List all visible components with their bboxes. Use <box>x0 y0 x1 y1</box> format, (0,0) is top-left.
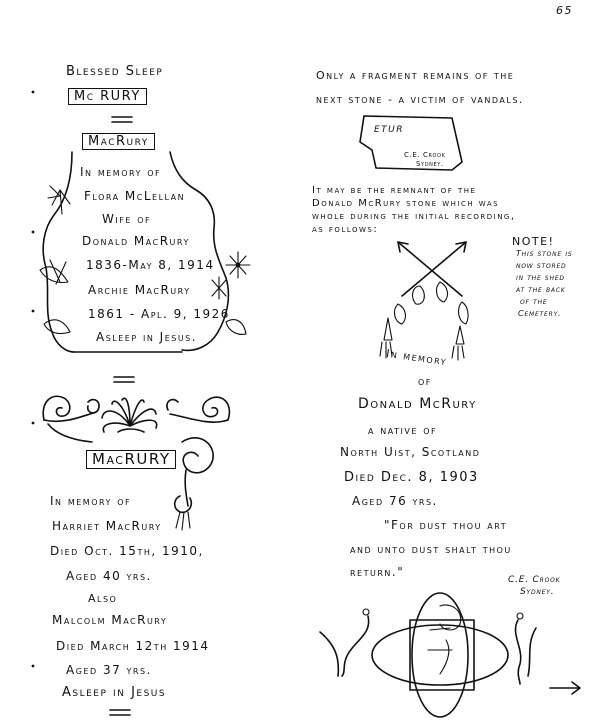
note-title: NOTE! <box>512 235 555 248</box>
stone-one-outline <box>40 152 250 352</box>
inscription-line: North Uist, Scotland <box>340 445 481 459</box>
note-line: This stone is <box>516 249 573 258</box>
mcrury-name-box: Mc RURY <box>68 88 147 105</box>
stone-two-line: Malcolm MacRury <box>52 613 168 627</box>
inscription-line: return." <box>350 565 405 579</box>
fragment-credit-place: Sydney. <box>416 160 444 168</box>
remnant-line: It may be the remnant of the <box>312 185 477 196</box>
stone-one-line: Donald MacRury <box>82 234 190 248</box>
note-line: now stored <box>516 261 567 270</box>
stone-one-line: Wife of <box>102 212 152 226</box>
stone-two-line: Aged 37 yrs. <box>66 663 152 677</box>
inscription-line: "For dust thou art <box>384 518 508 532</box>
stone-one-line: Flora McLellan <box>84 189 186 203</box>
stone-two-line: Asleep in Jesus <box>62 685 167 700</box>
note-line: in the shed <box>516 273 565 282</box>
page-number: 65 <box>556 4 573 17</box>
stone-two-line: Died March 12th 1914 <box>56 639 210 653</box>
double-dash-divider <box>112 117 132 122</box>
stone-one-line: Asleep in Jesus. <box>96 330 198 344</box>
stone-one-name-box: MacRury <box>82 133 155 150</box>
inscription-line: Died Dec. 8, 1903 <box>344 470 479 485</box>
stone-two-line: Harriet MacRury <box>52 519 162 533</box>
note-line: at the back <box>516 285 566 294</box>
stone-one-line: Archie MacRury <box>88 283 191 297</box>
note-line: of the <box>520 297 548 306</box>
margin-marks <box>32 91 35 668</box>
in-memory-arc: In memory <box>385 346 448 369</box>
inscription-line: a native of <box>368 423 438 437</box>
credit-name: C.E. Crook <box>508 575 561 585</box>
inscription-line: Donald McRury <box>358 396 477 412</box>
remnant-line: whole during the initial recording, <box>312 211 516 222</box>
credit-place: Sydney. <box>520 587 555 597</box>
of-word: of <box>418 375 432 388</box>
stone-two-line: Aged 40 yrs. <box>66 569 152 583</box>
double-dash-divider <box>114 377 134 382</box>
stone-one-line: In memory of <box>80 165 162 179</box>
fragment-credit-name: C.E. Crook <box>404 151 446 159</box>
stone-two-line: Died Oct. 15th, 1910, <box>50 544 204 558</box>
note-line: Cemetery. <box>518 309 562 318</box>
remnant-line: Donald McRury stone which was <box>312 198 500 209</box>
intro-line: next stone - a victim of vandals. <box>316 93 524 106</box>
fragment-inscription: etur <box>374 121 405 136</box>
stone-two-line: In memory of <box>50 494 132 508</box>
intro-line: Only a fragment remains of the <box>316 69 515 82</box>
stone-one-line: 1836-May 8, 1914 <box>86 258 215 272</box>
blessed-sleep-heading: Blessed Sleep <box>66 64 164 79</box>
double-dash-divider <box>110 710 130 715</box>
open-book-drawing <box>320 593 580 717</box>
stone-one-line: 1861 - Apl. 9, 1926 <box>88 307 230 321</box>
stone-two-line: Also <box>88 592 118 605</box>
stone-two-name-box: MacRURY <box>86 450 176 469</box>
remnant-line: as follows: <box>312 224 379 235</box>
inscription-line: and unto dust shalt thou <box>350 542 512 556</box>
crossed-arrows-drawing <box>380 242 468 360</box>
inscription-line: Aged 76 yrs. <box>352 494 438 508</box>
